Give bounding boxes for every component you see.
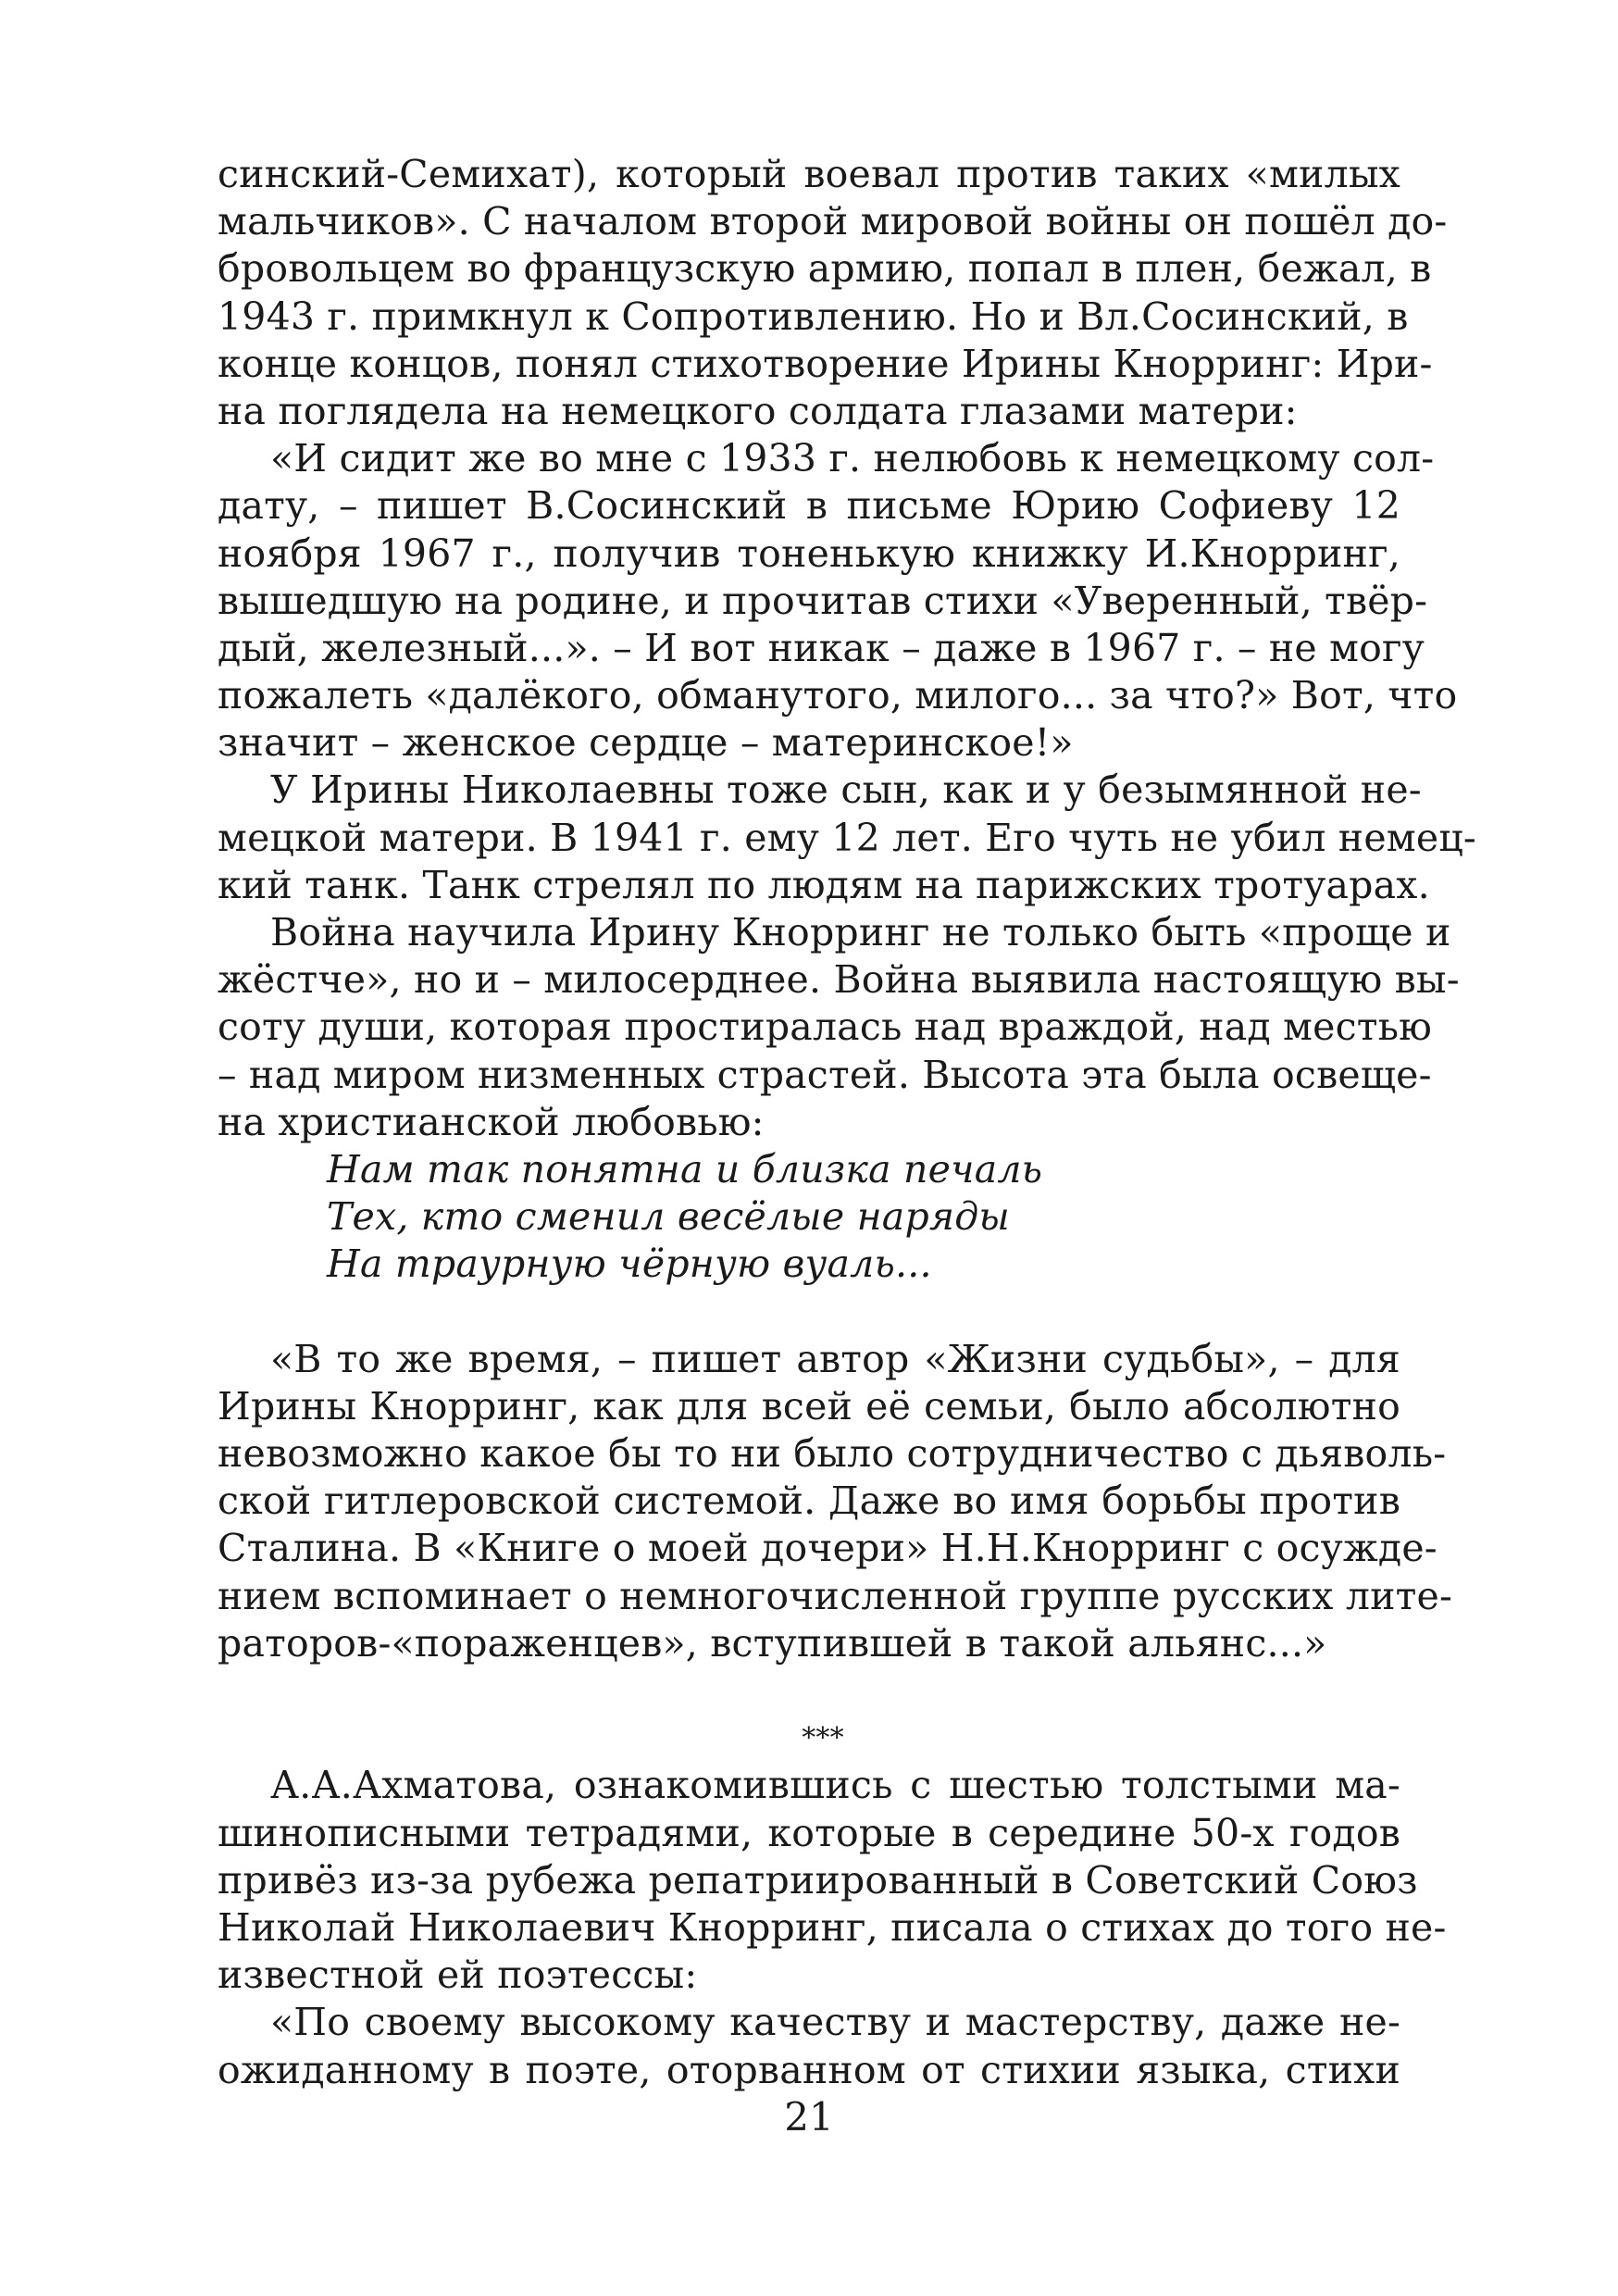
- page-number: 21: [784, 2094, 834, 2140]
- text-line: ноября 1967 г., получив тоненькую книжку И.Кнорринг,: [218, 530, 1400, 576]
- section-separator: ***: [802, 1722, 844, 1755]
- text-line: на христианской любовью:: [218, 1099, 765, 1144]
- text-line: «И сидит же во мне с 1933 г. нелюбовь к немецкому сол-: [270, 436, 1435, 481]
- text-line: вышедшую на родине, и прочитав стихи «Уверенный, твёр-: [218, 578, 1428, 623]
- text-line: мальчиков». С началом второй мировой войны он пошёл до-: [218, 199, 1448, 244]
- text-line: конце концов, понял стихотворение Ирины Кнорринг: Ири-: [218, 341, 1433, 386]
- text-line: бровольцем во французскую армию, попал в плен, бежал, в: [218, 246, 1432, 292]
- text-line: ской гитлеровской системой. Даже во имя борьбы против: [218, 1479, 1400, 1524]
- text-line: Война научила Ирину Кнорринг не только быть «проще и: [270, 910, 1451, 955]
- text-line: Николай Николаевич Кнорринг, писала о стихах до того не-: [218, 1904, 1447, 1950]
- page-body: [218, 151, 1476, 2151]
- poem-line: Нам так понятна и близка печаль: [327, 1146, 1043, 1192]
- text-line: У Ирины Николаевны тоже сын, как и у безымянной не-: [270, 767, 1422, 813]
- text-line: на поглядела на немецкого солдата глазами матери:: [218, 388, 1298, 433]
- text-line: невозможно какое бы то ни было сотрудничество с дьяволь-: [218, 1431, 1447, 1477]
- text-line: шинописными тетрадями, которые в середине 50-х годов: [218, 1810, 1400, 1855]
- poem-line: Тех, кто сменил весёлые наряды: [327, 1194, 1011, 1240]
- text-line: ожиданному в поэте, оторванном от стихии языка, стихи: [218, 2047, 1400, 2092]
- text-line: мецкой матери. В 1941 г. ему 12 лет. Его чуть не убил немец-: [218, 815, 1476, 860]
- text-line: А.А.Ахматова, ознакомившись с шестью толстыми ма-: [270, 1763, 1400, 1808]
- text-line: значит – женское сердце – материнское!»: [218, 720, 1074, 766]
- text-line: 1943 г. примкнул к Сопротивлению. Но и Вл.Сосинский, в: [218, 293, 1409, 339]
- text-line: «По своему высокому качеству и мастерству, даже не-: [270, 2000, 1400, 2045]
- blank-line: [218, 1289, 1400, 1336]
- text-line: жёстче», но и – милосерднее. Война выявила настоящую вы-: [218, 957, 1460, 1003]
- text-line: привёз из-за рубежа репатриированный в Советский Союз: [218, 1857, 1418, 1903]
- text-line: пожалеть «далёкого, обманутого, милого... за что?» Вот, что: [218, 673, 1458, 718]
- blank-line: [218, 1667, 1400, 1715]
- text-line: кий танк. Танк стрелял по людям на парижских тротуарах.: [218, 862, 1430, 907]
- text-line: «В то же время, – пишет автор «Жизни судьбы», – для: [270, 1336, 1400, 1381]
- poem-line: На траурную чёрную вуаль...: [327, 1242, 932, 1287]
- text-line: синский-Семихат), который воевал против таких «милых: [218, 152, 1400, 196]
- text-line: раторов-«пораженцев», вступившей в такой альянс...»: [218, 1620, 1327, 1666]
- text-line: – над миром низменных страстей. Высота эта была освеще-: [218, 1052, 1432, 1097]
- text-line: дату, – пишет В.Сосинский в письме Юрию Софиеву 12: [218, 483, 1400, 529]
- text-line: Ирины Кнорринг, как для всей её семьи, было абсолютно: [218, 1383, 1400, 1429]
- text-line: известной ей поэтессы:: [218, 1953, 698, 1998]
- text-line: дый, железный...». – И вот никак – даже в 1967 г. – не могу: [218, 625, 1425, 670]
- text-line: Сталина. В «Книге о моей дочери» Н.Н.Кнорринг с осужде-: [218, 1526, 1438, 1571]
- text-line: соту души, которая простиралась над враждой, над местью: [218, 1004, 1433, 1050]
- text-line: нием вспоминает о немногочисленной группе русских лите-: [218, 1573, 1453, 1618]
